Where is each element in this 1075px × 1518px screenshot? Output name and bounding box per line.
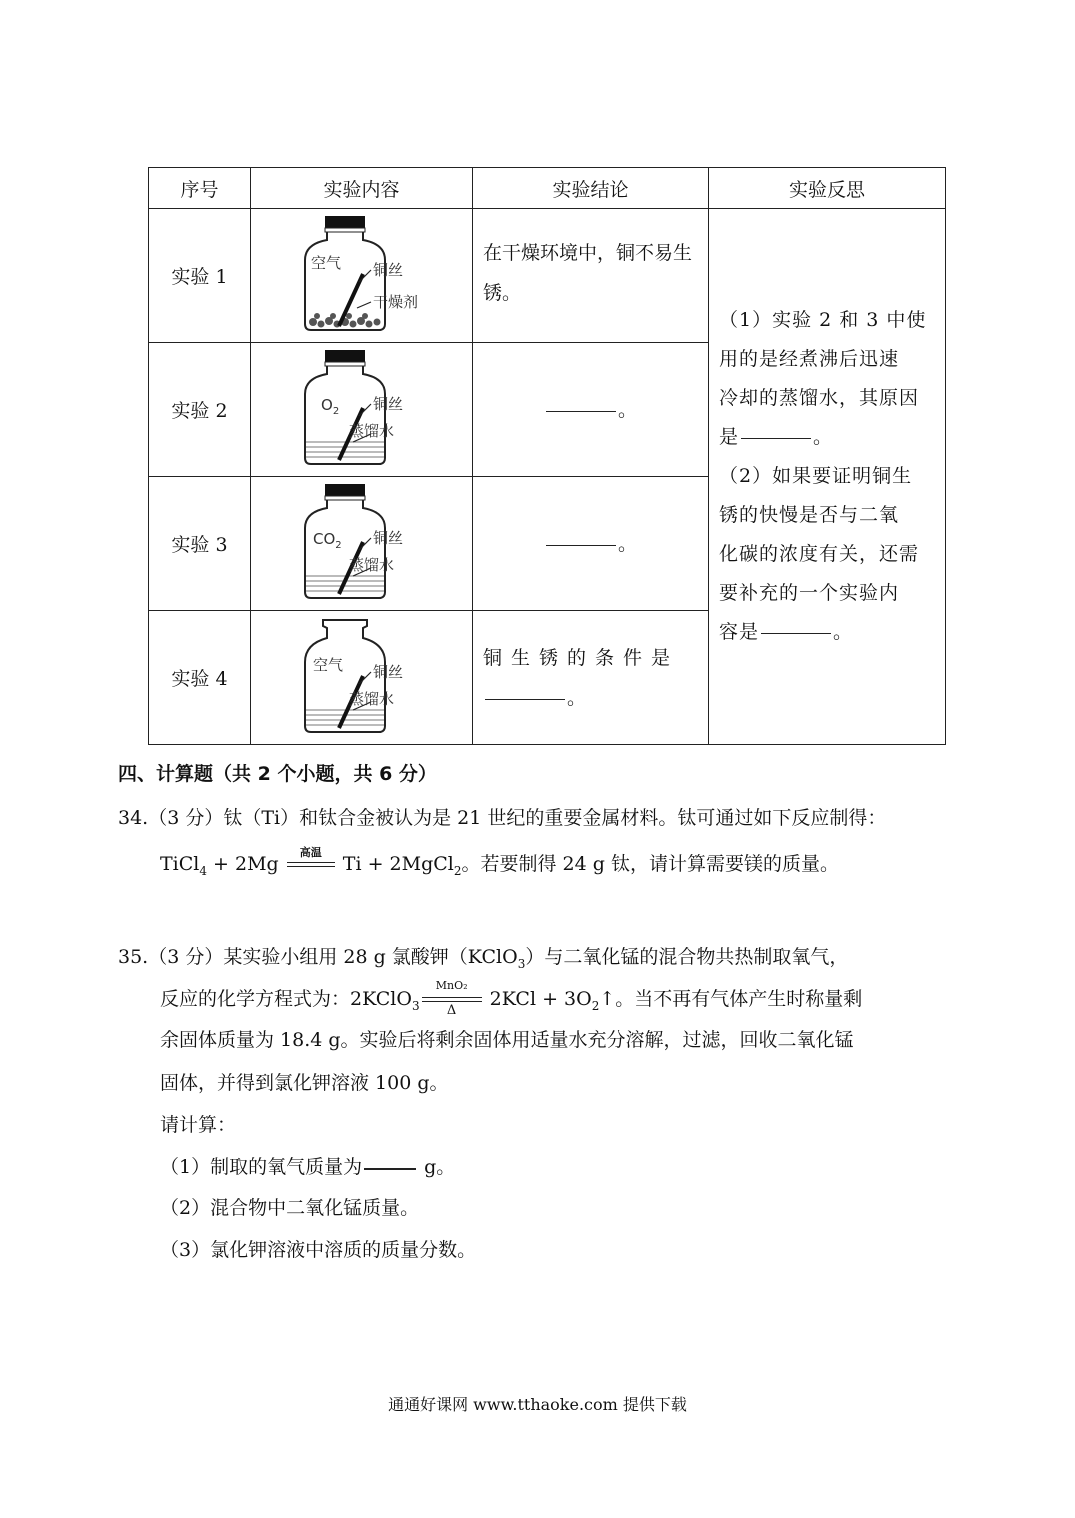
conclusion-cell: 。 <box>473 477 709 611</box>
q34-equation: TiCl$_4$ + 2Mg 高温 Ti + 2MgCl$_2$。若要制得 24 g 钛，请计算需要镁的质量。 <box>160 846 839 878</box>
conclusion-text: 铜生锈的条件是 <box>483 646 680 669</box>
reflection-line: （1）实验 2 和 3 中使 <box>719 309 927 331</box>
gas-label: 空气 <box>310 254 341 272</box>
q35-ask: 请计算： <box>160 1114 237 1136</box>
bottom-label: 干燥剂 <box>372 293 418 311</box>
reflection-line: 用的是经煮沸后迅速 <box>719 348 900 370</box>
reflection-line: 冷却的蒸馏水，其原因 <box>719 387 920 409</box>
q34-line1: 34.（3 分）钛（Ti）和钛合金被认为是 21 世纪的重要金属材料。钛可通过如下反应制得： <box>118 807 887 829</box>
footer: 通通好课网 www.tthaoke.com 提供下载 <box>388 1395 687 1414</box>
row-index: 实验 1 <box>149 209 251 343</box>
wire-label: 铜丝 <box>372 663 403 681</box>
reflection-line: 是 。 <box>719 426 834 448</box>
q35-line4: 固体，并得到氯化钾溶液 100 g。 <box>160 1072 449 1094</box>
header-reflection: 实验反思 <box>709 168 946 209</box>
bottom-label: 蒸馏水 <box>348 556 394 574</box>
equation-sign: 高温 <box>287 860 335 870</box>
answer-blank[interactable] <box>485 698 565 700</box>
reflection-cell <box>709 209 946 745</box>
table-row <box>149 209 946 343</box>
wire-label: 铜丝 <box>372 529 403 547</box>
q35-line2: 反应的化学方程式为：2KClO$_3$ MnO₂ Δ $2KCl + 3O_2↑$。当不再有气体产生时称量剩 <box>160 979 863 1018</box>
row-index: 实验 3 <box>149 477 251 611</box>
conclusion-cell: 。 <box>473 343 709 477</box>
q35-sub3: （3）氯化钾溶液中溶质的质量分数。 <box>160 1239 477 1261</box>
reflection-line: 容是 。 <box>719 621 854 643</box>
header-index: 序号 <box>149 168 251 209</box>
bottle-co2-diagram <box>287 480 437 602</box>
gas-label: $O_2$ <box>320 396 339 417</box>
header-conclusion: 实验结论 <box>473 168 709 209</box>
table-header-row <box>149 168 946 209</box>
reflection-line: （2）如果要证明铜生 <box>719 465 913 487</box>
conclusion-cell <box>473 611 709 745</box>
answer-blank[interactable] <box>741 437 811 439</box>
experiment-diagram <box>251 343 473 477</box>
q35-sub2: （2）混合物中二氧化锰质量。 <box>160 1197 420 1219</box>
conclusion-text: 。 <box>483 678 698 718</box>
experiment-diagram <box>251 477 473 611</box>
experiment-diagram <box>251 611 473 745</box>
answer-blank[interactable] <box>546 410 616 412</box>
bottle-dry-diagram <box>287 212 437 334</box>
gas-label: $CO_2$ <box>312 530 342 551</box>
bottle-air-water-diagram <box>287 614 437 736</box>
reflection-line: 锈的快慢是否与二氧 <box>719 504 900 526</box>
bottom-label: 蒸馏水 <box>348 690 394 708</box>
header-content: 实验内容 <box>251 168 473 209</box>
q35-line3: 余固体质量为 18.4 g。实验后将剩余固体用适量水充分溶解，过滤，回收二氧化锰 <box>160 1029 854 1051</box>
experiment-table <box>148 167 946 745</box>
answer-blank[interactable] <box>761 632 831 634</box>
bottom-label: 蒸馏水 <box>348 422 394 440</box>
conclusion-cell: 在干燥环境中，铜不易生锈。 <box>473 209 709 343</box>
q35-line1: 35.（3 分）某实验小组用 28 g 氯酸钾（KClO$_3$）与二氧化锰的混合物共热制取氧气， <box>118 946 849 971</box>
section-heading: 四、计算题（共 2 个小题，共 6 分） <box>118 763 437 785</box>
experiment-diagram <box>251 209 473 343</box>
wire-label: 铜丝 <box>372 395 403 413</box>
reflection-line: 要补充的一个实验内 <box>719 582 900 604</box>
q35-sub1: （1）制取的氧气质量为 g。 <box>160 1156 456 1178</box>
equation-sign: MnO₂ Δ <box>422 995 482 1005</box>
wire-label: 铜丝 <box>372 261 403 279</box>
answer-blank[interactable] <box>546 544 616 546</box>
row-index: 实验 4 <box>149 611 251 745</box>
bottle-o2-diagram <box>287 346 437 468</box>
answer-blank[interactable] <box>364 1167 416 1170</box>
row-index: 实验 2 <box>149 343 251 477</box>
reflection-line: 化碳的浓度有关，还需 <box>719 543 920 565</box>
gas-label: 空气 <box>312 656 343 674</box>
